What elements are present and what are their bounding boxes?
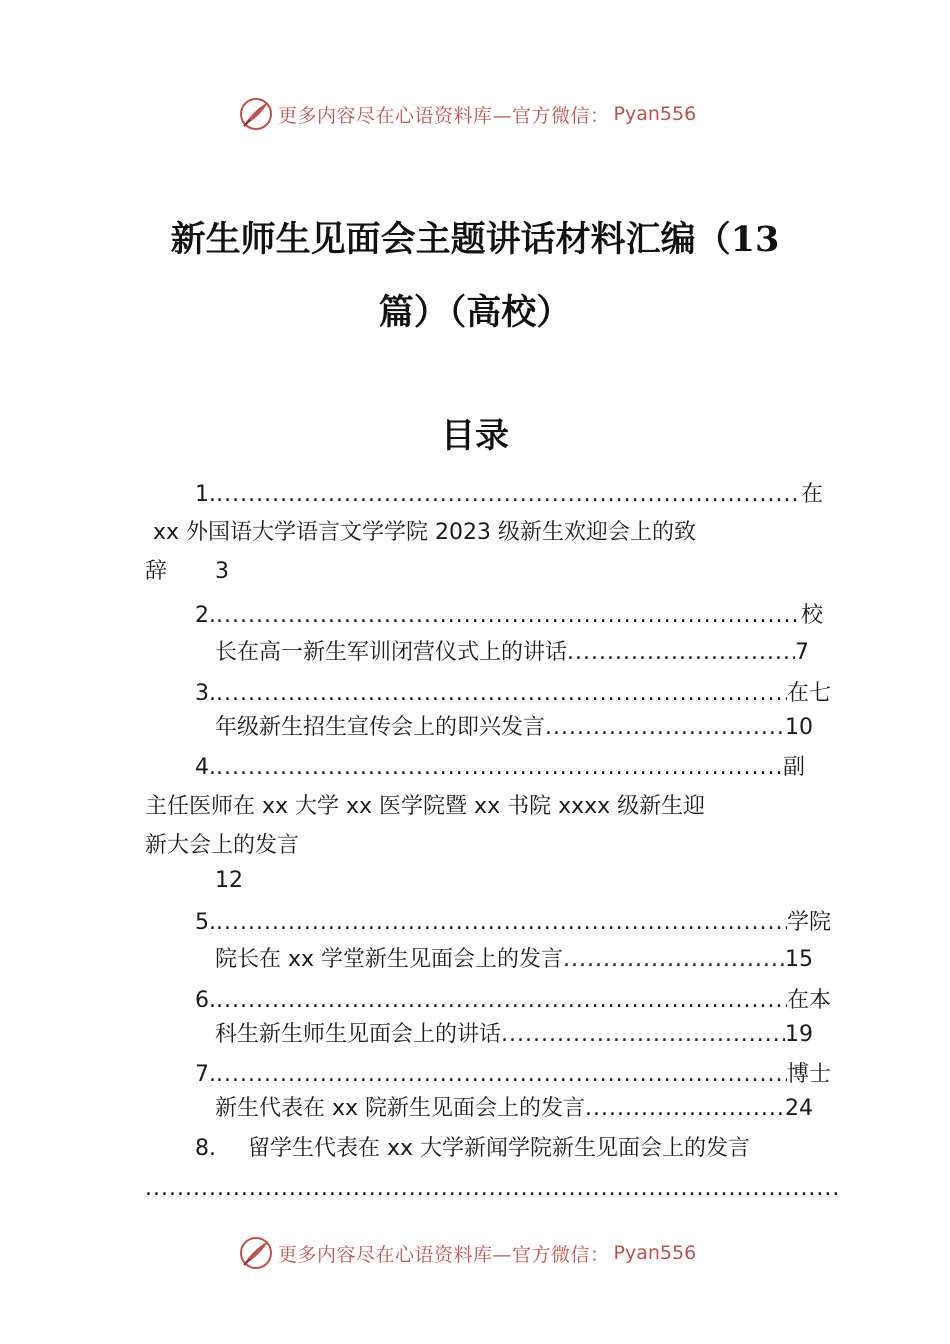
toc-entry-page: 19 bbox=[785, 1022, 813, 1047]
toc-entry-text: 辞 bbox=[145, 559, 168, 584]
toc-entry-6-line2 bbox=[215, 1020, 813, 1050]
toc-entry-1[interactable] bbox=[195, 480, 823, 510]
toc-entry-page: 24 bbox=[785, 1096, 813, 1121]
toc-entry-number: 5. bbox=[195, 910, 216, 935]
toc-entry-number: 3. bbox=[195, 681, 216, 706]
quill-logo-icon bbox=[238, 96, 274, 132]
page-title-line1: 新生师生见面会主题讲话材料汇编（13 bbox=[170, 219, 780, 260]
toc-entry-number: 6. bbox=[195, 988, 216, 1013]
watermark-wechat-id: Pyan556 bbox=[613, 103, 697, 125]
toc-entry-text: xx 外国语大学语言文学学院 2023 级新生欢迎会上的致 bbox=[153, 520, 697, 545]
toc-dot-leader bbox=[216, 753, 783, 783]
toc-entry-tail: 博士 bbox=[786, 1062, 831, 1087]
page-title-line2: 篇）（高校） bbox=[378, 292, 572, 333]
toc-entry-7[interactable] bbox=[195, 1060, 831, 1090]
toc-entry-tail: 在七 bbox=[786, 681, 831, 706]
footer-watermark bbox=[238, 1233, 696, 1273]
toc-dot-leader bbox=[216, 480, 801, 510]
toc-entry-6[interactable] bbox=[195, 986, 831, 1016]
toc-entry-tail: 在 bbox=[800, 482, 823, 507]
toc-heading: 目录 bbox=[441, 416, 509, 456]
toc-entry-number: 4. bbox=[195, 755, 216, 780]
toc-entry-page: 12 bbox=[215, 868, 243, 893]
toc-entry-3-line2 bbox=[215, 713, 813, 743]
toc-entry-tail: 在本 bbox=[786, 988, 831, 1013]
toc-entry-text: 院长在 xx 学堂新生见面会上的发言 bbox=[215, 947, 564, 972]
toc-dot-leader bbox=[216, 601, 801, 631]
toc-dot-leader bbox=[216, 1060, 787, 1090]
toc-entry-4[interactable] bbox=[195, 753, 805, 783]
toc-entry-3[interactable] bbox=[195, 679, 831, 709]
toc-dot-leader bbox=[501, 1020, 785, 1050]
toc-entry-2-line2 bbox=[215, 638, 809, 668]
toc-entry-text: 年级新生招生宣传会上的即兴发言 bbox=[215, 715, 546, 740]
toc-entry-page: 3 bbox=[215, 559, 229, 584]
toc-entry-text: 长在高一新生军训闭营仪式上的讲话 bbox=[215, 640, 568, 665]
toc-entry-page: 15 bbox=[785, 947, 813, 972]
toc-entry-7-line2 bbox=[215, 1094, 813, 1124]
quill-logo-icon bbox=[238, 1235, 274, 1271]
toc-entry-page: 10 bbox=[785, 715, 813, 740]
toc-entry-5[interactable] bbox=[195, 908, 831, 938]
toc-dot-leader bbox=[563, 945, 785, 975]
toc-entry-page: 7 bbox=[795, 640, 809, 665]
toc-entry-tail: 校 bbox=[800, 603, 823, 628]
toc-entry-text: 主任医师在 xx 大学 xx 医学院暨 xx 书院 xxxx 级新生迎 bbox=[145, 794, 706, 819]
toc-entry-8[interactable]: 留学生代表在 xx 大学新闻学院新生见面会上的发言 bbox=[248, 1136, 751, 1161]
toc-entry-2[interactable] bbox=[195, 601, 823, 631]
toc-entry-tail: 学院 bbox=[786, 910, 831, 935]
watermark-wechat-id: Pyan556 bbox=[613, 1242, 697, 1264]
toc-entry-text: 新生代表在 xx 院新生见面会上的发言 bbox=[215, 1096, 586, 1121]
toc-dot-leader bbox=[567, 638, 795, 668]
watermark-text: 更多内容尽在心语资料库—官方微信： bbox=[278, 104, 610, 127]
toc-dot-leader bbox=[145, 1174, 841, 1204]
toc-entry-tail: 副 bbox=[782, 755, 805, 780]
toc-dot-leader bbox=[585, 1094, 785, 1124]
toc-dot-leader bbox=[216, 679, 787, 709]
toc-entry-8-leader bbox=[145, 1174, 841, 1204]
toc-entry-5-line2 bbox=[215, 945, 813, 975]
toc-dot-leader bbox=[545, 713, 785, 743]
header-watermark bbox=[238, 94, 696, 134]
toc-entry-8-number: 8. bbox=[195, 1136, 216, 1161]
toc-dot-leader bbox=[216, 908, 787, 938]
toc-entry-text: 科生新生师生见面会上的讲话 bbox=[215, 1022, 502, 1047]
toc-dot-leader bbox=[216, 986, 787, 1016]
toc-entry-number: 2. bbox=[195, 603, 216, 628]
watermark-text: 更多内容尽在心语资料库—官方微信： bbox=[278, 1243, 610, 1266]
toc-entry-number: 1. bbox=[195, 482, 216, 507]
toc-entry-number: 7. bbox=[195, 1062, 216, 1087]
toc-entry-text: 新大会上的发言 bbox=[145, 833, 300, 858]
